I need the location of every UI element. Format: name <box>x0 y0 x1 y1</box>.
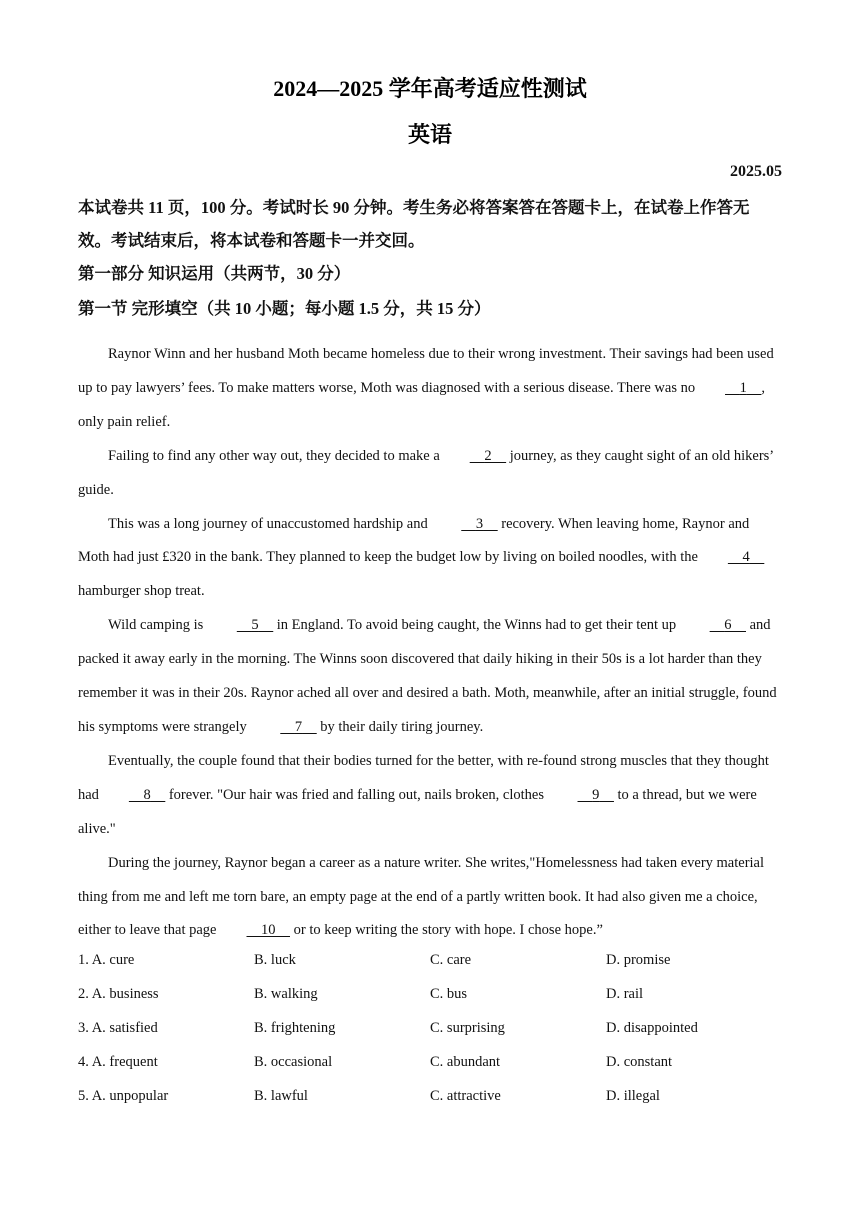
option-1-c: C. care <box>430 952 472 968</box>
paragraph-text: to a thread, but we were alive." <box>78 786 757 837</box>
option-5-c: C. attractive <box>430 1087 501 1104</box>
blank-4: 4 <box>742 549 750 566</box>
paragraph-1 <box>78 338 784 440</box>
option-3-a: 3. A. satisfied <box>78 1019 158 1036</box>
option-row-5 <box>78 1082 784 1116</box>
paragraph-2 <box>78 440 784 508</box>
answer-options <box>78 946 784 1115</box>
paragraph-text: Failing to find any other way out, they decided to make a <box>108 447 440 464</box>
option-3-c: C. surprising <box>430 1019 505 1036</box>
option-2-c: C. bus <box>430 985 468 1002</box>
paragraph-4 <box>78 609 784 745</box>
paragraph-text: and packed it away early in the morning. The Winns soon discovered that daily hiking in their 50s is a lot harder than they remember it was in their 20s. Raynor ached all over and desired a bath. Moth, meanwhile, after an initial struggle, found his symptoms were strangely <box>78 617 777 735</box>
option-1-a: 1. A. cure <box>78 952 135 968</box>
blank-6: 6 <box>724 617 732 634</box>
option-row-2 <box>78 980 784 1014</box>
option-1-b: B. luck <box>254 952 296 968</box>
paragraph-text: in England. To avoid being caught, the Winns had to get their tent up <box>273 617 680 634</box>
paragraph-text: recovery. When leaving home, Raynor and Moth had just £320 in the bank. They planned to keep the budget low by living on boiled noodles, with the <box>78 515 750 566</box>
option-3-d: D. disappointed <box>606 1019 698 1036</box>
blank-10: 10 <box>261 922 276 939</box>
option-2-b: B. walking <box>254 985 318 1002</box>
option-4-d: D. constant <box>606 1053 673 1070</box>
paragraph-text: by their daily tiring journey. <box>316 718 484 735</box>
paragraph-text: journey, as they caught sight of an old hikers’ guide. <box>78 447 774 498</box>
blank-7: 7 <box>294 718 303 735</box>
option-4-b: B. occasional <box>254 1053 333 1070</box>
paragraph-text: or to keep writing the story with hope. I chose hope.” <box>290 922 603 939</box>
option-5-d: D. illegal <box>606 1087 660 1104</box>
option-5-b: B. lawful <box>254 1087 308 1104</box>
blank-3: 3 <box>475 515 484 532</box>
option-row-1 <box>78 946 784 980</box>
option-2-a: 2. A. business <box>78 985 159 1002</box>
option-5-a: 5. A. unpopular <box>78 1087 169 1104</box>
paragraph-text: forever. "Our hair was fried and falling out, nails broken, clothes <box>165 786 548 803</box>
paragraph-text: This was a long journey of unaccustomed hardship and <box>108 515 432 532</box>
blank-2: 2 <box>484 447 492 464</box>
paragraph-text: During the journey, Raynor began a career as a nature writer. She writes,"Homelessness had taken every material thing from me and left me torn bare, an empty page at the end of a partly written book. It had also given me a choice, either to leave that page <box>78 854 765 939</box>
cloze-passage <box>78 338 784 948</box>
option-2-d: D. rail <box>606 985 644 1002</box>
option-1-d: D. promise <box>606 952 671 968</box>
part-heading: 第一部分 知识运用（共两节，30 分） <box>78 264 351 283</box>
paragraph-3 <box>78 508 784 610</box>
paragraph-text: Eventually, the couple found that their bodies turned for the better, with re-found strong muscles that they thought had <box>78 752 769 803</box>
blank-1: 1 <box>739 379 747 396</box>
exam-date: 2025.05 <box>730 163 782 180</box>
blank-5: 5 <box>251 617 259 634</box>
paragraph-6 <box>78 847 784 949</box>
blank-8: 8 <box>143 786 151 803</box>
instructions-line-2: 效。考试结束后，将本试卷和答题卡一并交回。 <box>78 231 425 250</box>
paragraph-text: hamburger shop treat. <box>78 583 205 600</box>
paragraph-text: , only pain relief. <box>78 379 765 430</box>
exam-title: 2024—2025 学年高考适应性测试 <box>273 76 587 101</box>
subject-title: 英语 <box>407 122 452 147</box>
paragraph-5 <box>78 745 784 847</box>
section-heading: 第一节 完形填空（共 10 小题；每小题 1.5 分，共 15 分） <box>78 299 491 318</box>
blank-9: 9 <box>592 786 600 803</box>
paragraph-text: Raynor Winn and her husband Moth became homeless due to their wrong investment. Their savings had been used up to pay lawyers’ fees. To make matters worse, Moth was diagnosed with a serious disease. There was no <box>78 346 774 396</box>
option-4-a: 4. A. frequent <box>78 1053 158 1070</box>
option-row-3 <box>78 1014 784 1048</box>
option-3-b: B. frightening <box>254 1019 336 1036</box>
paragraph-text: Wild camping is <box>108 617 207 634</box>
option-row-4 <box>78 1048 784 1082</box>
option-4-c: C. abundant <box>430 1053 501 1070</box>
instructions-line-1: 本试卷共 11 页，100 分。考试时长 90 分钟。考生务必将答案答在答题卡上，在试卷上作答无 <box>78 198 750 217</box>
